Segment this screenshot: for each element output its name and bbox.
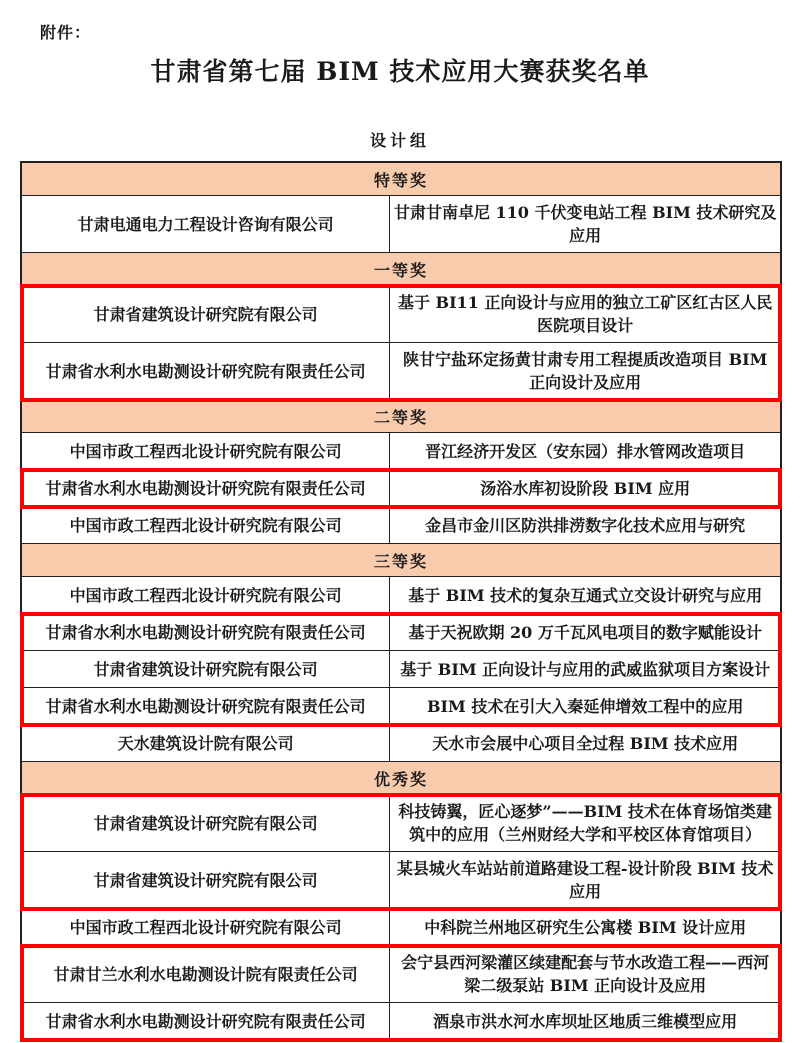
project-cell: 酒泉市洪水河水库坝址区地质三维模型应用 <box>433 1011 738 1031</box>
project-cell: 晋江经济开发区（安东园）排水管网改造项目 <box>425 441 746 461</box>
project-cell: 会宁县西河梁灌区续建配套与节水改造工程——西河梁二级泵站 BIM 正向设计及应用 <box>401 953 770 995</box>
company-cell: 中国市政工程西北设计研究院有限公司 <box>22 909 390 945</box>
highlight-box <box>22 795 780 909</box>
company-cell: 甘肃省建筑设计研究院有限公司 <box>22 286 390 342</box>
table-row <box>22 795 780 852</box>
highlight-box <box>22 946 780 1040</box>
table-row <box>22 577 780 614</box>
project-cell: 基于 BIM 技术的复杂互通式立交设计研究与应用 <box>408 585 763 605</box>
attachment-label: 附件： <box>40 23 92 42</box>
group-title: 设计组 <box>369 131 430 150</box>
company-cell: 中国市政工程西北设计研究院有限公司 <box>22 433 390 469</box>
table-row <box>22 507 780 544</box>
table-row <box>22 343 780 400</box>
award-section-header: 优秀奖 <box>22 762 780 795</box>
table-row <box>22 196 780 253</box>
highlight-box <box>22 470 780 507</box>
table-row <box>22 1003 780 1040</box>
highlight-box <box>22 286 780 400</box>
project-cell: 陕甘宁盐环定扬黄甘肃专用工程提质改造项目 BIM 正向设计及应用 <box>403 350 768 392</box>
table-row <box>22 725 780 762</box>
company-cell: 甘肃省水利水电勘测设计研究院有限责任公司 <box>22 470 390 506</box>
project-cell: 基于 BIM 正向设计与应用的武威监狱项目方案设计 <box>400 659 771 679</box>
award-section-header: 三等奖 <box>22 544 780 577</box>
project-cell: 汤浴水库初设阶段 BIM 应用 <box>480 478 691 498</box>
table-row <box>22 470 780 507</box>
company-cell: 甘肃省水利水电勘测设计研究院有限责任公司 <box>22 343 390 399</box>
company-cell: 甘肃甘兰水利水电勘测设计院有限责任公司 <box>22 946 390 1002</box>
table-row <box>22 909 780 946</box>
project-cell: 科技铸翼，匠心逐梦”——BIM 技术在体育场馆类建筑中的应用（兰州财经大学和平校区体育馆项目） <box>398 802 772 844</box>
company-cell: 甘肃省建筑设计研究院有限公司 <box>22 795 390 851</box>
page-title: 甘肃省第七届 BIM 技术应用大赛获奖名单 <box>150 57 650 86</box>
company-cell: 天水建筑设计院有限公司 <box>22 725 390 761</box>
table-row <box>22 852 780 909</box>
company-cell: 甘肃省水利水电勘测设计研究院有限责任公司 <box>22 688 390 724</box>
company-cell: 甘肃省建筑设计研究院有限公司 <box>22 651 390 687</box>
award-section-header: 二等奖 <box>22 400 780 433</box>
project-cell: 天水市会展中心项目全过程 BIM 技术应用 <box>432 733 739 753</box>
company-cell: 甘肃省水利水电勘测设计研究院有限责任公司 <box>22 614 390 650</box>
project-cell: 基于 BI11 正向设计与应用的独立工矿区红古区人民医院项目设计 <box>397 293 773 335</box>
company-cell: 甘肃电通电力工程设计咨询有限公司 <box>22 196 390 252</box>
award-section-header: 特等奖 <box>22 163 780 196</box>
project-cell: BIM 技术在引大入秦延伸增效工程中的应用 <box>427 696 744 716</box>
table-row <box>22 286 780 343</box>
project-cell: 金昌市金川区防洪排涝数字化技术应用与研究 <box>425 515 746 535</box>
company-cell: 中国市政工程西北设计研究院有限公司 <box>22 507 390 543</box>
company-cell: 中国市政工程西北设计研究院有限公司 <box>22 577 390 613</box>
project-cell: 基于天祝欧期 20 万千瓦风电项目的数字赋能设计 <box>408 622 762 642</box>
award-section-header: 一等奖 <box>22 253 780 286</box>
project-cell: 中科院兰州地区研究生公寓楼 BIM 设计应用 <box>424 917 747 937</box>
table-row <box>22 688 780 725</box>
highlight-box <box>22 614 780 725</box>
company-cell: 甘肃省水利水电勘测设计研究院有限责任公司 <box>22 1003 390 1039</box>
table-row <box>22 433 780 470</box>
project-cell: 甘肃甘南卓尼 110 千伏变电站工程 BIM 技术研究及应用 <box>393 203 777 245</box>
awards-table <box>20 161 782 1042</box>
table-row <box>22 651 780 688</box>
company-cell: 甘肃省建筑设计研究院有限公司 <box>22 852 390 908</box>
table-row <box>22 614 780 651</box>
table-row <box>22 946 780 1003</box>
project-cell: 某县城火车站站前道路建设工程-设计阶段 BIM 技术应用 <box>396 859 774 901</box>
